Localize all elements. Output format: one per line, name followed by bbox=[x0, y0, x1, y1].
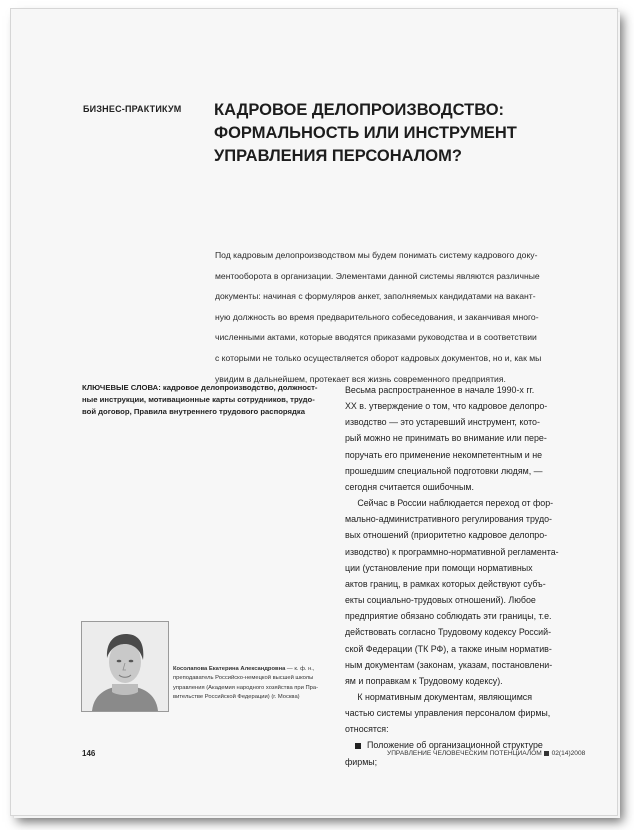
author-bio bbox=[173, 665, 345, 703]
author-portrait-icon bbox=[82, 622, 168, 711]
bullet-square-icon bbox=[355, 743, 361, 749]
body-line: действовать согласно Трудовому кодексу Россий- bbox=[345, 627, 552, 638]
title-line: ФОРМАЛЬНОСТЬ ИЛИ ИНСТРУМЕНТ bbox=[214, 124, 517, 142]
footer-square-icon bbox=[544, 751, 549, 756]
keywords-label: КЛЮЧЕВЫЕ СЛОВА: bbox=[82, 383, 161, 392]
body-line: поручать его применение некомпетентным и не bbox=[345, 449, 543, 460]
title-line: УПРАВЛЕНИЯ ПЕРСОНАЛОМ? bbox=[214, 147, 462, 165]
body-line: К нормативным документам, являющимся bbox=[345, 691, 533, 702]
body-line: мально-административного регулирования трудо- bbox=[345, 514, 553, 525]
bio-line: вительстве Российской Федерации) (г. Москва) bbox=[173, 694, 300, 701]
body-line: сегодня считается ошибочным. bbox=[345, 481, 474, 492]
lead-line: численными актами, которые вводятся приказами руководства и в соответствии bbox=[215, 332, 537, 343]
body-line: относятся: bbox=[345, 724, 389, 735]
lead-line: ную должность во время предварительного собеседования, и заканчивая много- bbox=[215, 311, 539, 322]
article-body bbox=[345, 382, 595, 770]
body-line: фирмы; bbox=[345, 756, 378, 767]
body-line: ской Федерации (ТК РФ), а также иным норматив- bbox=[345, 643, 552, 654]
body-line: ям и поправкам к Трудовому кодексу). bbox=[345, 675, 503, 686]
bullet-text: Положение об организационной структуре bbox=[367, 740, 543, 751]
author-name: Косолапова Екатерина Александровна bbox=[173, 666, 286, 672]
journal-name: УПРАВЛЕНИЕ ЧЕЛОВЕЧЕСКИМ ПОТЕНЦИАЛОМ bbox=[387, 750, 542, 757]
body-line: ции (установление при помощи нормативных bbox=[345, 562, 533, 573]
bio-line bbox=[173, 665, 345, 674]
magazine-page bbox=[10, 8, 618, 816]
body-line: частью системы управления персоналом фирмы, bbox=[345, 708, 551, 719]
body-line: XX в. утверждение о том, что кадровое делопро- bbox=[345, 401, 548, 412]
body-line: рый можно не принимать во внимание или пере- bbox=[345, 433, 547, 444]
bio-line: преподаватель Российско-немецкой высшей школы bbox=[173, 675, 314, 682]
bio-line: управления (Академия народного хозяйства при Пра- bbox=[173, 684, 319, 691]
keywords-line: вой договор, Правила внутреннего трудового распорядка bbox=[82, 407, 305, 417]
title-line: КАДРОВОЕ ДЕЛОПРОИЗВОДСТВО: bbox=[214, 101, 505, 119]
body-line: вых отношений (приоритетно кадровое делопро- bbox=[345, 530, 548, 541]
body-line: Весьма распространенное в начале 1990-х гг. bbox=[345, 385, 535, 395]
body-line: изводство — это устаревший инструмент, кото- bbox=[345, 417, 540, 428]
lead-paragraph bbox=[215, 245, 595, 389]
body-line: предприятие обязано соблюдать эти границы, т.е. bbox=[345, 611, 552, 622]
lead-line: с которыми не только осуществляется оборот кадровых документов, но и, как мы bbox=[215, 352, 542, 363]
keywords-line bbox=[82, 382, 322, 394]
body-line: прошедшим специальной подготовки людям, — bbox=[345, 465, 543, 476]
author-degree: — к. ф. н., bbox=[285, 666, 315, 672]
body-line: актов границ, в рамках которых действуют субъ- bbox=[345, 578, 546, 589]
lead-line: ментооборота в организации. Элементами данной системы являются различные bbox=[215, 270, 540, 281]
author-photo bbox=[81, 621, 169, 712]
journal-issue: 02(14)2008 bbox=[551, 750, 586, 757]
lead-line: документы: начиная с формуляров анкет, заполняемых кандидатами на вакант- bbox=[215, 291, 536, 302]
page-number: 146 bbox=[82, 749, 96, 758]
body-line: ным документам (законам, указам, постановлени- bbox=[345, 659, 553, 670]
keywords-text: кадровое делопроизводство, должност- bbox=[160, 383, 318, 392]
journal-footer bbox=[387, 750, 585, 757]
keywords-block bbox=[82, 382, 322, 419]
article-title bbox=[214, 99, 594, 168]
body-line: изводство) к программно-нормативной регламента- bbox=[345, 546, 559, 557]
body-line: екты социально-трудовых отношений). Любое bbox=[345, 595, 536, 606]
lead-line: Под кадровым делопроизводством мы будем понимать систему кадрового доку- bbox=[215, 250, 538, 260]
body-line: Сейчас в России наблюдается переход от фор- bbox=[345, 498, 554, 509]
lead-line: увидим в дальнейшем, протекает вся жизнь современного предприятия. bbox=[215, 373, 506, 384]
section-rubric: БИЗНЕС-ПРАКТИКУМ bbox=[83, 104, 182, 114]
keywords-line: ные инструкции, мотивационные карты сотрудников, трудо- bbox=[82, 395, 315, 405]
